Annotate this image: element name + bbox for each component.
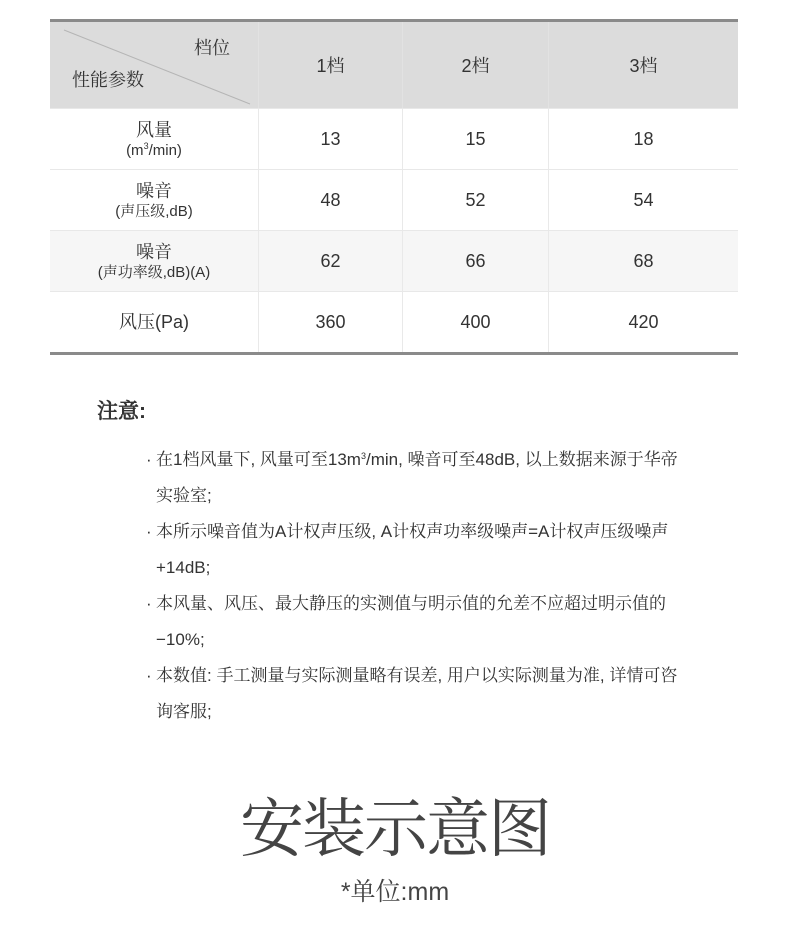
value-cell: 48 <box>258 170 402 230</box>
param-name: 噪音 <box>136 180 172 201</box>
value-cell: 68 <box>548 231 738 291</box>
value-cell: 18 <box>548 109 738 169</box>
param-cell <box>50 231 258 291</box>
header-corner-cell <box>50 22 258 108</box>
param-name: 风量 <box>136 119 172 140</box>
param-unit: (声功率级,dB)(A) <box>97 263 211 281</box>
gear-header-1: 1档 <box>258 22 402 108</box>
param-cell <box>50 292 258 352</box>
value-cell: 52 <box>402 170 548 230</box>
unit-note: *单位:mm <box>340 878 450 906</box>
value-cell: 66 <box>402 231 548 291</box>
notes-list <box>146 442 686 730</box>
list-item: · 本所示噪音值为A计权声压级, A计权声功率级噪声=A计权声压级噪声+14dB; <box>146 514 686 586</box>
list-item: · 本数值: 手工测量与实际测量略有误差, 用户以实际测量为准, 详情可咨询客服; <box>146 658 686 730</box>
table-row <box>50 291 738 352</box>
value-cell: 62 <box>258 231 402 291</box>
table-row <box>50 230 738 291</box>
value-cell: 13 <box>258 109 402 169</box>
value-cell: 54 <box>548 170 738 230</box>
installation-diagram-title: 安装示意图 <box>240 793 550 865</box>
gear-header-2: 2档 <box>402 22 548 108</box>
corner-gear-label: 档位 <box>194 38 230 58</box>
performance-table <box>50 19 738 355</box>
param-cell <box>50 109 258 169</box>
list-item: · 在1档风量下, 风量可至$13m^3/\min$, 噪音可至48dB, 以上数据来源于华帝实验室; <box>146 442 686 514</box>
table-header-row <box>50 22 738 108</box>
gear-header-3: 3档 <box>548 22 738 108</box>
table-row <box>50 108 738 169</box>
list-item: · 本风量、风压、最大静压的实测值与明示值的允差不应超过明示值的−10%; <box>146 586 686 658</box>
param-name: 噪音 <box>136 241 172 262</box>
param-unit: $(m^3/\min)$ <box>126 140 182 159</box>
param-cell <box>50 170 258 230</box>
value-cell: 400 <box>402 292 548 352</box>
value-cell: 360 <box>258 292 402 352</box>
value-cell: 15 <box>402 109 548 169</box>
table-row <box>50 169 738 230</box>
param-name: 风压(Pa) <box>118 312 189 332</box>
value-cell: 420 <box>548 292 738 352</box>
corner-param-label: 性能参数 <box>72 70 144 90</box>
notes-title: 注意: <box>97 400 146 423</box>
param-unit: (声压级,dB) <box>115 202 193 220</box>
